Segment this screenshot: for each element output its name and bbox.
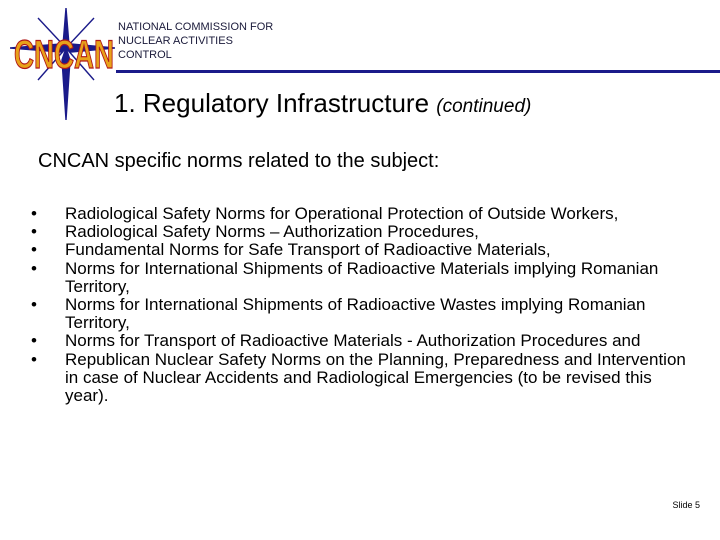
cncan-logo (10, 8, 115, 120)
bullet-icon: • (31, 349, 37, 369)
slide-subtitle: CNCAN specific norms related to the subject: (38, 150, 440, 172)
org-line-1: NATIONAL COMMISSION FOR (118, 21, 274, 33)
norms-list (28, 205, 688, 405)
org-line-2: NUCLEAR ACTIVITIES (118, 35, 233, 47)
list-item (28, 351, 688, 406)
slide-number: Slide 5 (672, 500, 700, 510)
list-item-text: Radiological Safety Norms – Authorization Procedures, (65, 222, 479, 242)
slide-title-text: 1. Regulatory Infrastructure (114, 88, 430, 118)
list-item (28, 223, 688, 241)
list-item-text: Norms for Transport of Radioactive Materials - Authorization Procedures and (65, 331, 641, 351)
header-rule (116, 70, 720, 73)
org-line-3: CONTROL (118, 49, 172, 61)
bullet-icon: • (31, 258, 37, 278)
list-item-text: Fundamental Norms for Safe Transport of Radioactive Materials, (65, 240, 551, 260)
logo-text: CNCAN (14, 33, 114, 77)
list-item-text: Norms for International Shipments of Radioactive Materials implying Romanian Territory, (65, 258, 659, 296)
list-item (28, 260, 688, 296)
bullet-icon: • (31, 331, 37, 351)
bullet-icon: • (31, 222, 37, 242)
list-item (28, 241, 688, 259)
list-item (28, 205, 688, 223)
bullet-icon: • (31, 204, 37, 223)
list-item-text: Republican Nuclear Safety Norms on the Planning, Preparedness and Intervention in case of Nuclear Accidents and Radiological Emergencies (to be revised this year). (65, 349, 686, 406)
bullet-icon: • (31, 240, 37, 260)
slide-title-suffix: (continued) (436, 96, 532, 117)
list-item (28, 332, 688, 350)
list-item-text: Radiological Safety Norms for Operational Protection of Outside Workers, (65, 204, 619, 223)
list-item (28, 296, 688, 332)
organization-name (118, 20, 273, 62)
list-item-text: Norms for International Shipments of Radioactive Wastes implying Romanian Territory, (65, 295, 646, 333)
slide-title (114, 88, 531, 119)
bullet-icon: • (31, 295, 37, 315)
